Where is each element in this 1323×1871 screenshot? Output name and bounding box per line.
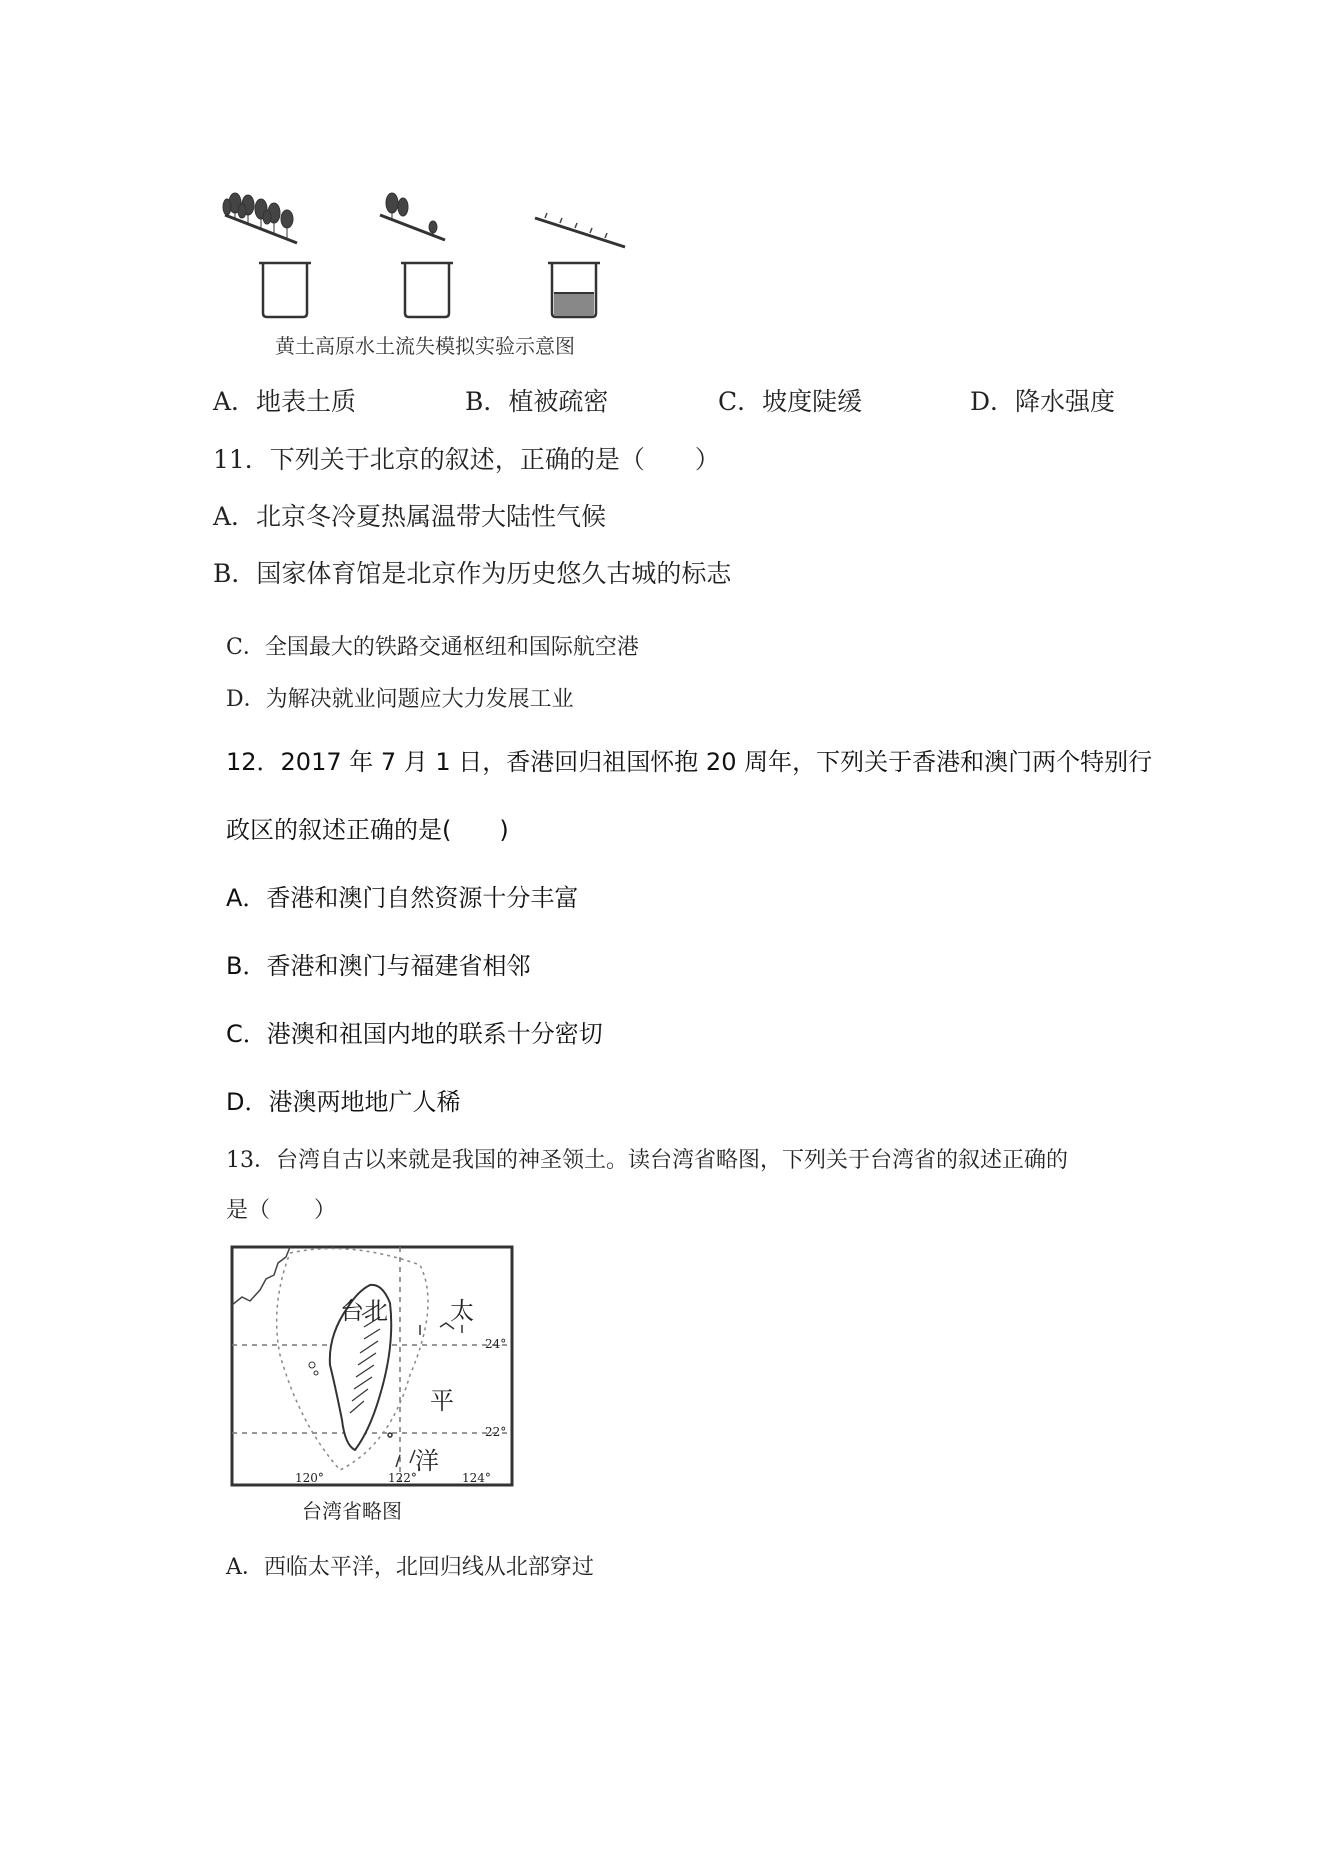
- q10-option-d: D．降水强度: [970, 387, 1116, 416]
- q11-option-b: B．国家体育馆是北京作为历史悠久古城的标志: [213, 559, 732, 588]
- q13-stem-line2: 是（ ）: [226, 1198, 337, 1223]
- figure2-caption: 台湾省略图: [302, 1499, 402, 1523]
- q11-option-a: A．北京冬冷夏热属温带大陆性气候: [213, 502, 607, 531]
- erosion-experiment-figure: [215, 185, 655, 360]
- map-lat-22: 22°: [485, 1425, 507, 1439]
- q10-option-c: C．坡度陡缓: [718, 387, 863, 416]
- q11-option-d: D．为解决就业问题应大力发展工业: [226, 687, 574, 712]
- map-lon-122: 122°: [388, 1471, 417, 1485]
- taiwan-map: [230, 1245, 520, 1495]
- map-ocean-char-3: 洋: [415, 1447, 439, 1475]
- map-ocean-char-2: 平: [430, 1387, 454, 1415]
- map-lon-124: 124°: [462, 1471, 491, 1485]
- q11-stem: 11．下列关于北京的叙述，正确的是（ ）: [213, 445, 720, 474]
- map-city-taipei: 台北: [340, 1297, 388, 1325]
- q13-option-a: A．西临太平洋，北回归线从北部穿过: [226, 1555, 594, 1580]
- map-ocean-char-1: 太: [450, 1297, 474, 1325]
- q11-option-c: C．全国最大的铁路交通枢纽和国际航空港: [226, 635, 639, 660]
- q13-stem-line1: 13．台湾自古以来就是我国的神圣领土。读台湾省略图，下列关于台湾省的叙述正确的: [226, 1148, 1068, 1173]
- q10-option-b: B．植被疏密: [465, 387, 609, 416]
- figure1-caption: 黄土高原水土流失模拟实验示意图: [275, 334, 575, 358]
- q12-option-c: C．港澳和祖国内地的联系十分密切: [226, 1020, 603, 1048]
- taiwan-map-figure: [230, 1245, 520, 1525]
- q10-option-a: A．地表土质: [213, 387, 357, 416]
- map-lon-120: 120°: [295, 1471, 324, 1485]
- q12-option-b: B．香港和澳门与福建省相邻: [226, 952, 531, 980]
- map-lat-24: 24°: [485, 1337, 507, 1351]
- q12-option-a: A．香港和澳门自然资源十分丰富: [226, 884, 579, 912]
- q12-stem-line2: 政区的叙述正确的是( ): [226, 816, 509, 844]
- q12-option-d: D．港澳两地地广人稀: [226, 1088, 461, 1116]
- q12-stem-line1: 12．2017 年 7 月 1 日，香港回归祖国怀抱 20 周年，下列关于香港和澳门两个特别行: [226, 748, 1153, 776]
